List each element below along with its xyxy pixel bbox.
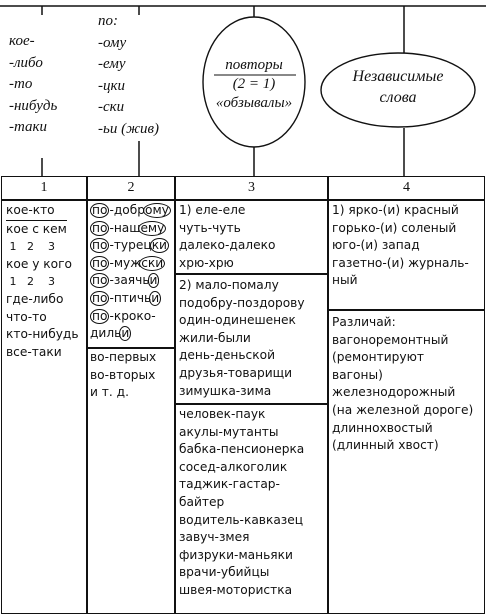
col2-item <box>90 272 171 290</box>
col1-item: кое у кого <box>6 256 72 271</box>
col1-item: все-таки <box>6 344 62 359</box>
suffix-list <box>98 11 159 140</box>
col2-item <box>90 308 171 326</box>
suffix-item: -ому <box>98 34 127 51</box>
suffix-item: -ему <box>98 56 126 72</box>
col3-group-3 <box>179 406 304 600</box>
col3-item: физруки-маньяки <box>179 547 293 562</box>
col-divider <box>86 177 88 613</box>
prefix-item: -нибудь <box>9 97 58 114</box>
col2-rest <box>90 349 156 402</box>
repeat-oval-text <box>203 56 305 113</box>
col4-divider <box>329 309 484 311</box>
prefix-item: -таки <box>9 119 48 135</box>
suffix-oval: ки <box>151 238 167 253</box>
prefix-oval: по <box>92 203 108 217</box>
col2-item <box>90 255 171 273</box>
col4-item: Различай: <box>332 315 396 329</box>
col3-divider <box>176 403 327 405</box>
suffix-oval: ски <box>141 255 164 270</box>
prefix-item: -то <box>9 76 33 92</box>
col3-item: водитель-кавказец <box>179 512 304 527</box>
col-divider <box>174 177 176 613</box>
prefix-oval: по <box>92 273 108 288</box>
suffix-oval: и <box>151 290 160 305</box>
col1-item: кое с кем <box>6 220 67 239</box>
suffix-oval: и <box>121 326 130 341</box>
col4-item: 1) ярко-(и) красный <box>332 203 459 217</box>
col3-item: завуч-змея <box>179 530 250 545</box>
col4-item: горько-(и) соленый <box>332 220 457 235</box>
col2-stem: -турец <box>109 238 152 253</box>
col4-group-2 <box>332 314 473 455</box>
col2-item <box>90 325 171 343</box>
col4-item: (ремонтируют <box>332 350 424 365</box>
col3-item: зимушка-зима <box>179 383 272 398</box>
col2-stem: -птичь <box>109 290 152 305</box>
col3-item: бабка-пенсионерка <box>179 442 305 457</box>
col2-item <box>90 220 171 238</box>
col3-item: врачи-убийцы <box>179 565 270 580</box>
col4-item: (на железной дороге) <box>332 402 474 417</box>
prefix-oval: по <box>92 290 108 305</box>
col3-item: сосед-алкоголик <box>179 459 288 474</box>
col2-stem: -кроко- <box>109 308 156 323</box>
col3-item: 2) мало-помалу <box>179 278 279 292</box>
col1-index-row: 1 2 3 <box>6 240 55 254</box>
suffix-oval: ему <box>140 220 165 235</box>
header-col-3: 3 <box>248 180 255 195</box>
oval-line-1: повторы <box>225 57 283 73</box>
col3-item: хрю-хрю <box>179 255 234 270</box>
col3-group-2 <box>179 277 305 400</box>
oval-line-3: «обзывалы» <box>215 95 293 111</box>
spelling-table <box>1 176 485 614</box>
col3-item: далеко-далеко <box>179 238 276 253</box>
col2-rest-item: во-первых <box>90 350 157 364</box>
col2-rest-item: и т. д. <box>90 385 129 400</box>
col3-item: подобру-поздорову <box>179 295 305 310</box>
prefix-oval: по <box>92 220 108 235</box>
col3-item: один-одинешенек <box>179 313 296 328</box>
col3-divider <box>176 273 327 275</box>
col2-item <box>90 290 171 308</box>
prefix-oval: по <box>92 308 108 323</box>
header-col-2: 2 <box>127 180 135 195</box>
col4-item: юго-(и) запад <box>332 238 420 253</box>
col3-item: жили-были <box>179 330 251 345</box>
oval-line-2: (2 = 1) <box>232 76 276 92</box>
oval-line-1: Независимые <box>352 68 444 85</box>
col3-item: друзья-товарищи <box>179 365 293 380</box>
independent-oval-text <box>322 66 474 108</box>
col2-stem: -заячь <box>109 273 150 288</box>
col1-item: кое-кто <box>6 203 55 217</box>
col3-group-1 <box>179 202 275 272</box>
col4-item: вагоны) <box>332 367 383 382</box>
prefix-oval: по <box>92 255 108 270</box>
prefix-oval: по <box>92 238 108 253</box>
col4-item: (длинный хвост) <box>332 438 439 453</box>
suffix-item: -ьи (жив) <box>98 120 160 137</box>
oval-line-2: слова <box>379 89 417 106</box>
col1-item: кто-нибудь <box>6 327 79 342</box>
col2-stem: -муж <box>109 255 142 270</box>
col4-group-1 <box>332 202 469 290</box>
suffix-oval: и <box>149 273 158 288</box>
suffix-oval: ому <box>144 203 169 217</box>
col3-item: день-деньской <box>179 348 275 363</box>
col1-content <box>6 202 79 361</box>
col2-rest-item: во-вторых <box>90 367 156 382</box>
col2-stem: диль <box>90 326 122 341</box>
header-col-4: 4 <box>403 180 410 195</box>
col1-index-row: 1 2 3 <box>6 275 55 289</box>
col2-item <box>90 202 171 220</box>
prefix-list <box>9 31 57 139</box>
suffix-item: по: <box>98 13 118 29</box>
col2-item <box>90 237 171 255</box>
col3-item: чуть-чуть <box>179 220 241 235</box>
col4-item: вагоноремонтный <box>332 332 449 347</box>
col3-item: человек-паук <box>179 407 266 421</box>
col4-item: длиннохвостый <box>332 420 433 435</box>
col3-item: 1) еле-еле <box>179 203 246 217</box>
col4-item: железнодорожный <box>332 385 456 400</box>
col1-item: что-то <box>6 309 47 324</box>
col3-item: швея-мотористка <box>179 582 293 597</box>
col4-item: ный <box>332 273 358 288</box>
col2-content <box>90 202 171 343</box>
col3-item: акулы-мутанты <box>179 424 279 439</box>
col2-stem: -добр <box>109 203 145 217</box>
col3-item: таджик-гастар- <box>179 477 280 492</box>
col-divider <box>327 177 329 613</box>
prefix-item: -либо <box>9 54 43 71</box>
suffix-item: -ски <box>98 99 125 115</box>
suffix-item: -цки <box>98 77 126 94</box>
col1-item: где-либо <box>6 291 64 306</box>
col4-item: газетно-(и) журналь- <box>332 255 469 270</box>
col2-stem: -наш <box>109 220 141 235</box>
col3-item: байтер <box>179 494 225 509</box>
prefix-item: кое- <box>9 33 35 49</box>
header-col-1: 1 <box>40 180 48 195</box>
